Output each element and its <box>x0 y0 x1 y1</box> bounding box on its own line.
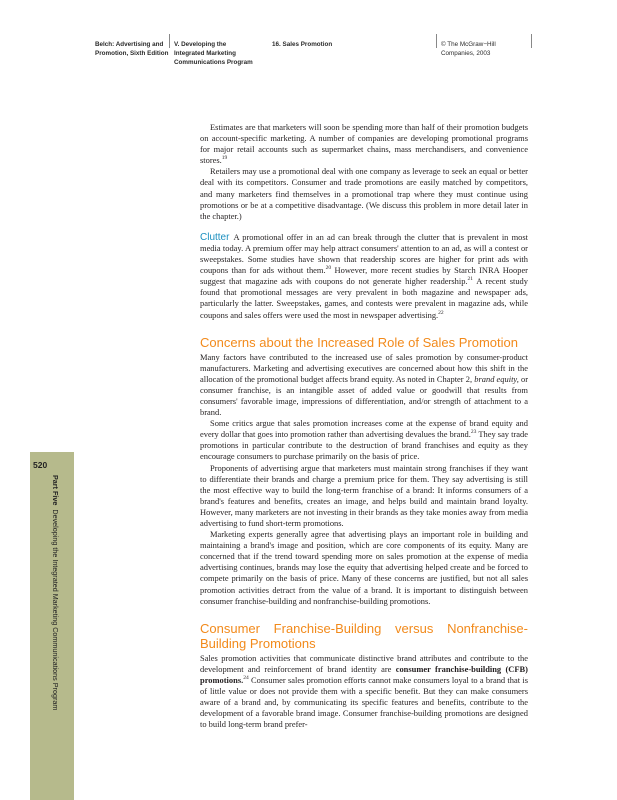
header-part-title: V. Developing the Integrated Marketing Communications Program <box>174 41 253 66</box>
paragraph: Proponents of advertising argue that marketers must maintain strong franchises if they want to differentiate their brands and charge a premium price for them. They say advertising is still the most effective way to build the long-term franchise of a brand: It informs consumers of a brand's features and benefits, creates an image, and helps build and maintain brand loyalty. However, many marketers are not investing in their brands as they take monies away from media advertising to fund short-term promotions. <box>200 462 528 528</box>
header-divider <box>169 34 170 48</box>
endnote-ref: 22 <box>438 309 444 316</box>
term-brand-equity: brand equity, <box>474 373 519 384</box>
endnote-ref: 23 <box>470 429 477 436</box>
paragraph: Retailers may use a promotional deal with one company as leverage to seek an equal or better deal with its competitors. Consumer and trade promotions are easily matched by competitors, and many marketers find themselves in a promotional trap where they must continue using promotions or be at a competitive disadvantage. (We discuss this problem in more detail later in the chapter.) <box>200 166 528 221</box>
part-name: Developing the Integrated Marketing Communications Program <box>51 509 60 711</box>
term-cfb: consumer franchise-building (CFB) promotions. <box>200 663 528 685</box>
endnote-ref: 21 <box>467 276 474 283</box>
clutter-heading: Clutter <box>200 231 230 243</box>
header-chapter-title: 16. Sales Promotion <box>272 41 333 48</box>
header-divider <box>436 34 437 48</box>
paragraph: Sales promotion activities that communicate distinctive brand attributes and contribute to the development and reinforcement of brand identity are consumer franchise-building (CFB) promotions.$^{24}$ Consumer sales promotion efforts cannot make consumers loyal to a brand that is of little value or does not provide them with a specific benefit. But they can make consumers aware of a brand and, by communicating its specific features and benefits, contribute to the development of a favorable brand image. Consumer franchise-building promotions are designed to build long-term brand prefer- <box>200 652 528 730</box>
section-heading-cfb: Consumer Franchise-Building versus Nonfranchise-Building Promotions <box>200 620 528 651</box>
endnote-ref: 20 <box>325 265 332 272</box>
header-book-title: Belch: Advertising and Promotion, Sixth Edition <box>95 41 169 57</box>
clutter-paragraph: Clutter A promotional offer in an ad can break through the clutter that is prevalent in most media today. A premium offer may help attract consumers' attention to an ad, as will a contest or sweepstakes. Some studies have shown that readership scores are higher for print ads with coupons than for ads without them.$^{20}$ However, more recent studies by Starch INRA Hooper suggest that magazine ads with coupons do not generate higher readership.$^{21}$ A recent study found that promotional messages are very prevalent in both magazine and newspaper ads, particularly the latter. Sweepstakes, games, and contests were prevalent in magazine ads, while coupons and sales offers were used the most in newspaper advertising.$^{22}$ <box>200 231 528 320</box>
paragraph: Many factors have contributed to the increased use of sales promotion by consumer-product manufacturers. Marketing and advertising executives are concerned about how this shift in the allocation of the promotional budget affects brand equity. As noted in Chapter 2, brand equity, or consumer franchise, is an intangible asset of added value or goodwill that results from consumers' favorable image, impressions of differentiation, and/or strength of attachment to a brand. <box>200 351 529 418</box>
header-copyright: © The McGraw−Hill Companies, 2003 <box>441 41 496 57</box>
part-title-vertical <box>51 475 60 710</box>
header-divider <box>531 34 532 48</box>
endnote-ref: 24 <box>243 675 249 682</box>
endnote-ref: 19 <box>221 155 228 162</box>
part-label: Part Five <box>51 475 60 506</box>
body-text <box>200 122 528 730</box>
paragraph: Some critics argue that sales promotion increases come at the expense of brand equity and every dollar that goes into promotion rather than advertising devalues the brand.$^{23}$ They say trade promotions in particular contribute to the destruction of brand franchises and equity as they encourage consumers to purchase primarily on the basis of price. <box>200 418 529 462</box>
page-number: 520 <box>33 460 48 470</box>
section-heading-concerns: Concerns about the Increased Role of Sales Promotion <box>200 334 518 350</box>
paragraph: Estimates are that marketers will soon be spending more than half of their promotion budgets on account-specific marketing. A number of companies are developing promotional programs for major retail accounts such as supermarket chains, mass merchandisers, and convenience stores.$^{19}$ <box>200 122 528 166</box>
paragraph: Marketing experts generally agree that advertising plays an important role in building and maintaining a brand's image and position, which are core components of its equity. Many are concerned that if the trend toward spending more on sales promotion at the expense of media advertising continues, brands may lose the equity that advertising helped create and be forced to compete primarily on the basis of price. Many of these concerns are justified, but not all sales promotion activities detract from the value of a brand. It is important to distinguish between consumer franchise-building and nonfranchise-building promotions. <box>200 529 528 606</box>
